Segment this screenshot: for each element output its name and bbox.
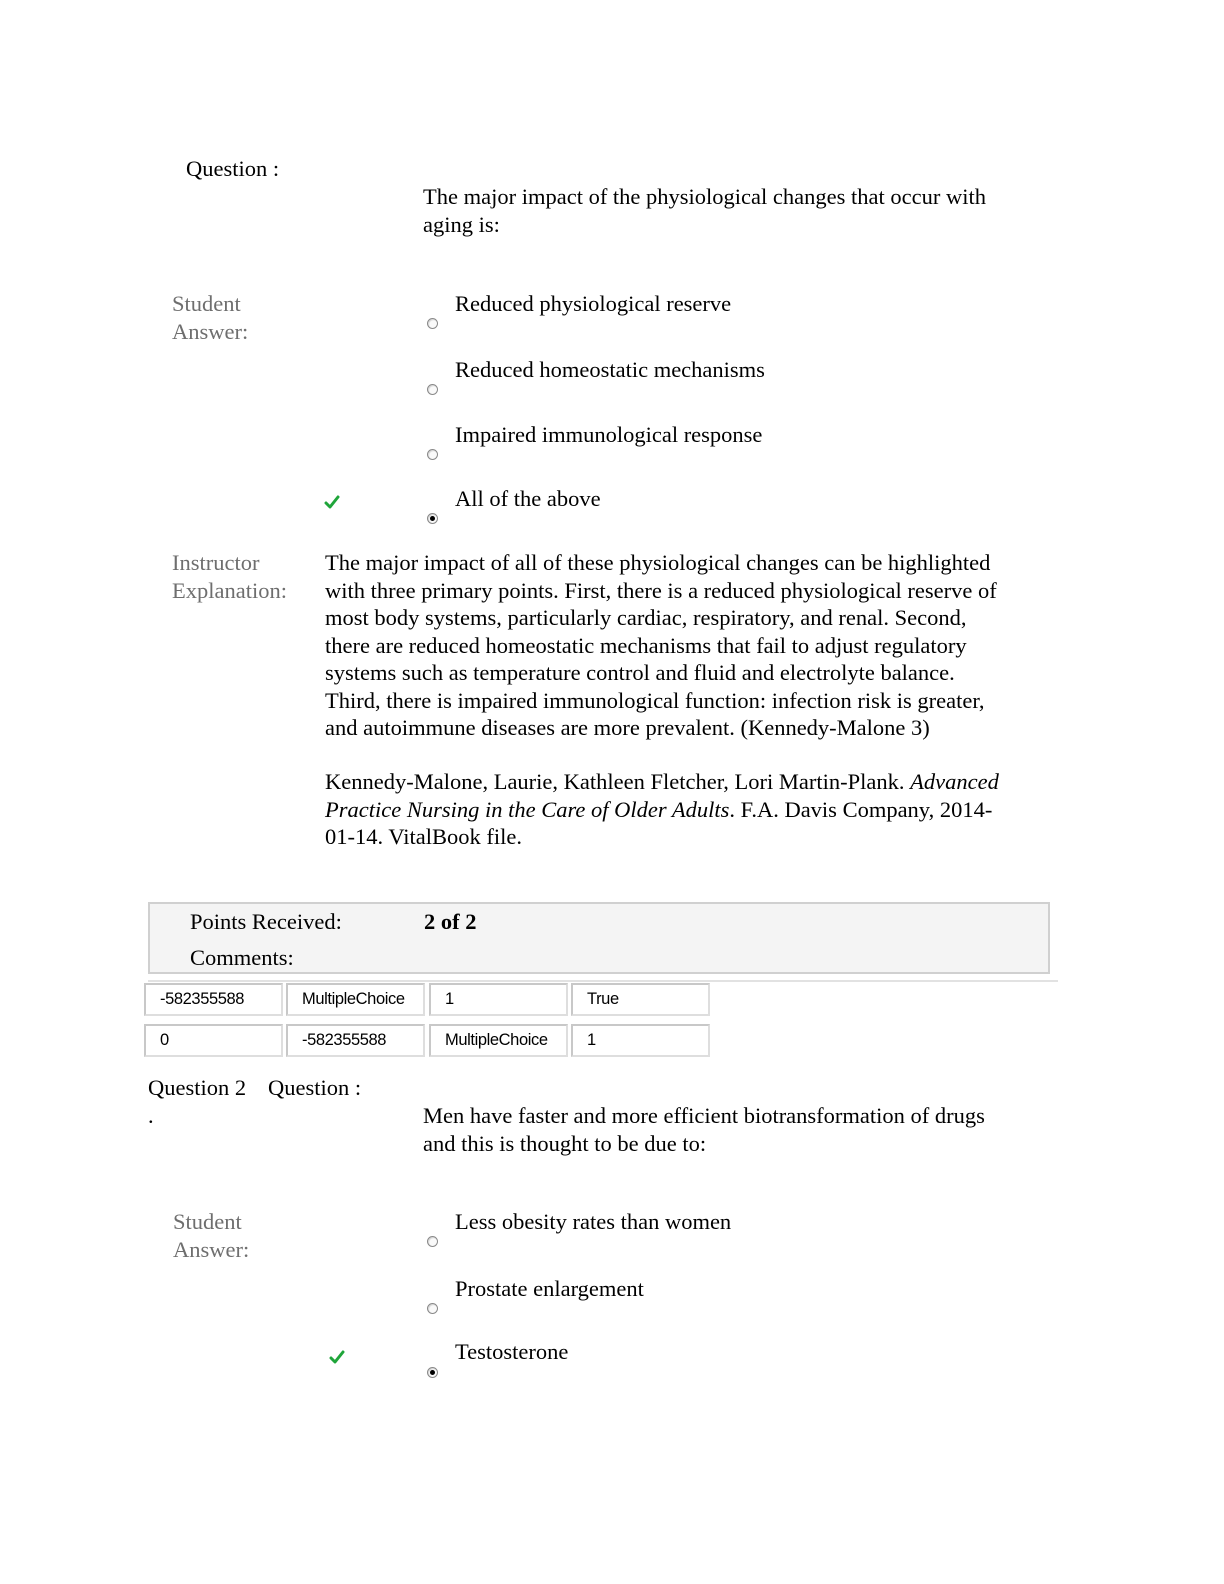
comments-label: Comments: xyxy=(190,945,294,970)
q2-option-3-radio[interactable] xyxy=(427,1367,438,1378)
meta-cell: -582355588 xyxy=(286,1024,425,1057)
q1-option-4-radio[interactable] xyxy=(427,513,438,524)
q1-option-3-label: Impaired immunological response xyxy=(455,422,763,447)
meta-cell: -582355588 xyxy=(144,983,283,1016)
citation: Kennedy-Malone, Laurie, Kathleen Fletcher, Lori Martin-Plank. Advanced Practice Nursing in the Care of Older Adults. F.A. Davis Company, 2014- 01-14. VitalBook file. xyxy=(325,769,999,849)
q2-number-dot: . xyxy=(148,1103,154,1128)
q1-question-label: Question : xyxy=(186,156,280,181)
correct-check-icon xyxy=(324,495,340,509)
q2-option-2-radio[interactable] xyxy=(427,1303,438,1314)
q1-option-1-label: Reduced physiological reserve xyxy=(455,291,732,316)
meta-cell: True xyxy=(571,983,710,1016)
q2-option-1-label: Less obesity rates than women xyxy=(455,1209,732,1234)
q2-option-3-label: Testosterone xyxy=(455,1339,569,1364)
divider xyxy=(148,980,1058,982)
q2-question-label: Question : xyxy=(268,1075,362,1100)
q2-option-2-label: Prostate enlargement xyxy=(455,1276,644,1301)
points-received-value: 2 of 2 xyxy=(424,909,477,934)
q1-question-text: The major impact of the physiological changes that occur with aging is: xyxy=(423,184,986,237)
q2-option-1-radio[interactable] xyxy=(427,1236,438,1247)
q1-option-2-label: Reduced homeostatic mechanisms xyxy=(455,357,765,382)
meta-cell: MultipleChoice xyxy=(429,1024,568,1057)
meta-cell: 0 xyxy=(144,1024,283,1057)
instructor-explanation-label: Instructor Explanation: xyxy=(172,550,287,603)
meta-cell: MultipleChoice xyxy=(286,983,425,1016)
q1-student-answer-label: Student Answer: xyxy=(172,291,249,344)
meta-cell: 1 xyxy=(429,983,568,1016)
meta-cell: 1 xyxy=(571,1024,710,1057)
q1-option-2-radio[interactable] xyxy=(427,384,438,395)
q2-number-label: Question 2 xyxy=(148,1075,247,1100)
q2-student-answer-label: Student Answer: xyxy=(173,1209,250,1262)
instructor-explanation-text: The major impact of all of these physiological changes can be highlighted with three primary points. First, there is a reduced physiological reserve of most body systems, particularly cardiac, respiratory, and renal. Second, there are reduced homeostatic mechanisms that fail to adjust regulatory systems such as temperature control and fluid and electrolyte balance. Third, there is impaired immunological function: infection risk is greater, and autoimmune diseases are more prevalent. (Kennedy-Malone 3) xyxy=(325,550,997,740)
points-received-label: Points Received: xyxy=(190,909,342,934)
q1-option-4-label: All of the above xyxy=(455,486,601,511)
q2-question-text: Men have faster and more efficient biotransformation of drugs and this is thought to be due to: xyxy=(423,1103,985,1156)
correct-check-icon xyxy=(329,1350,345,1364)
q1-option-1-radio[interactable] xyxy=(427,318,438,329)
q1-option-3-radio[interactable] xyxy=(427,449,438,460)
